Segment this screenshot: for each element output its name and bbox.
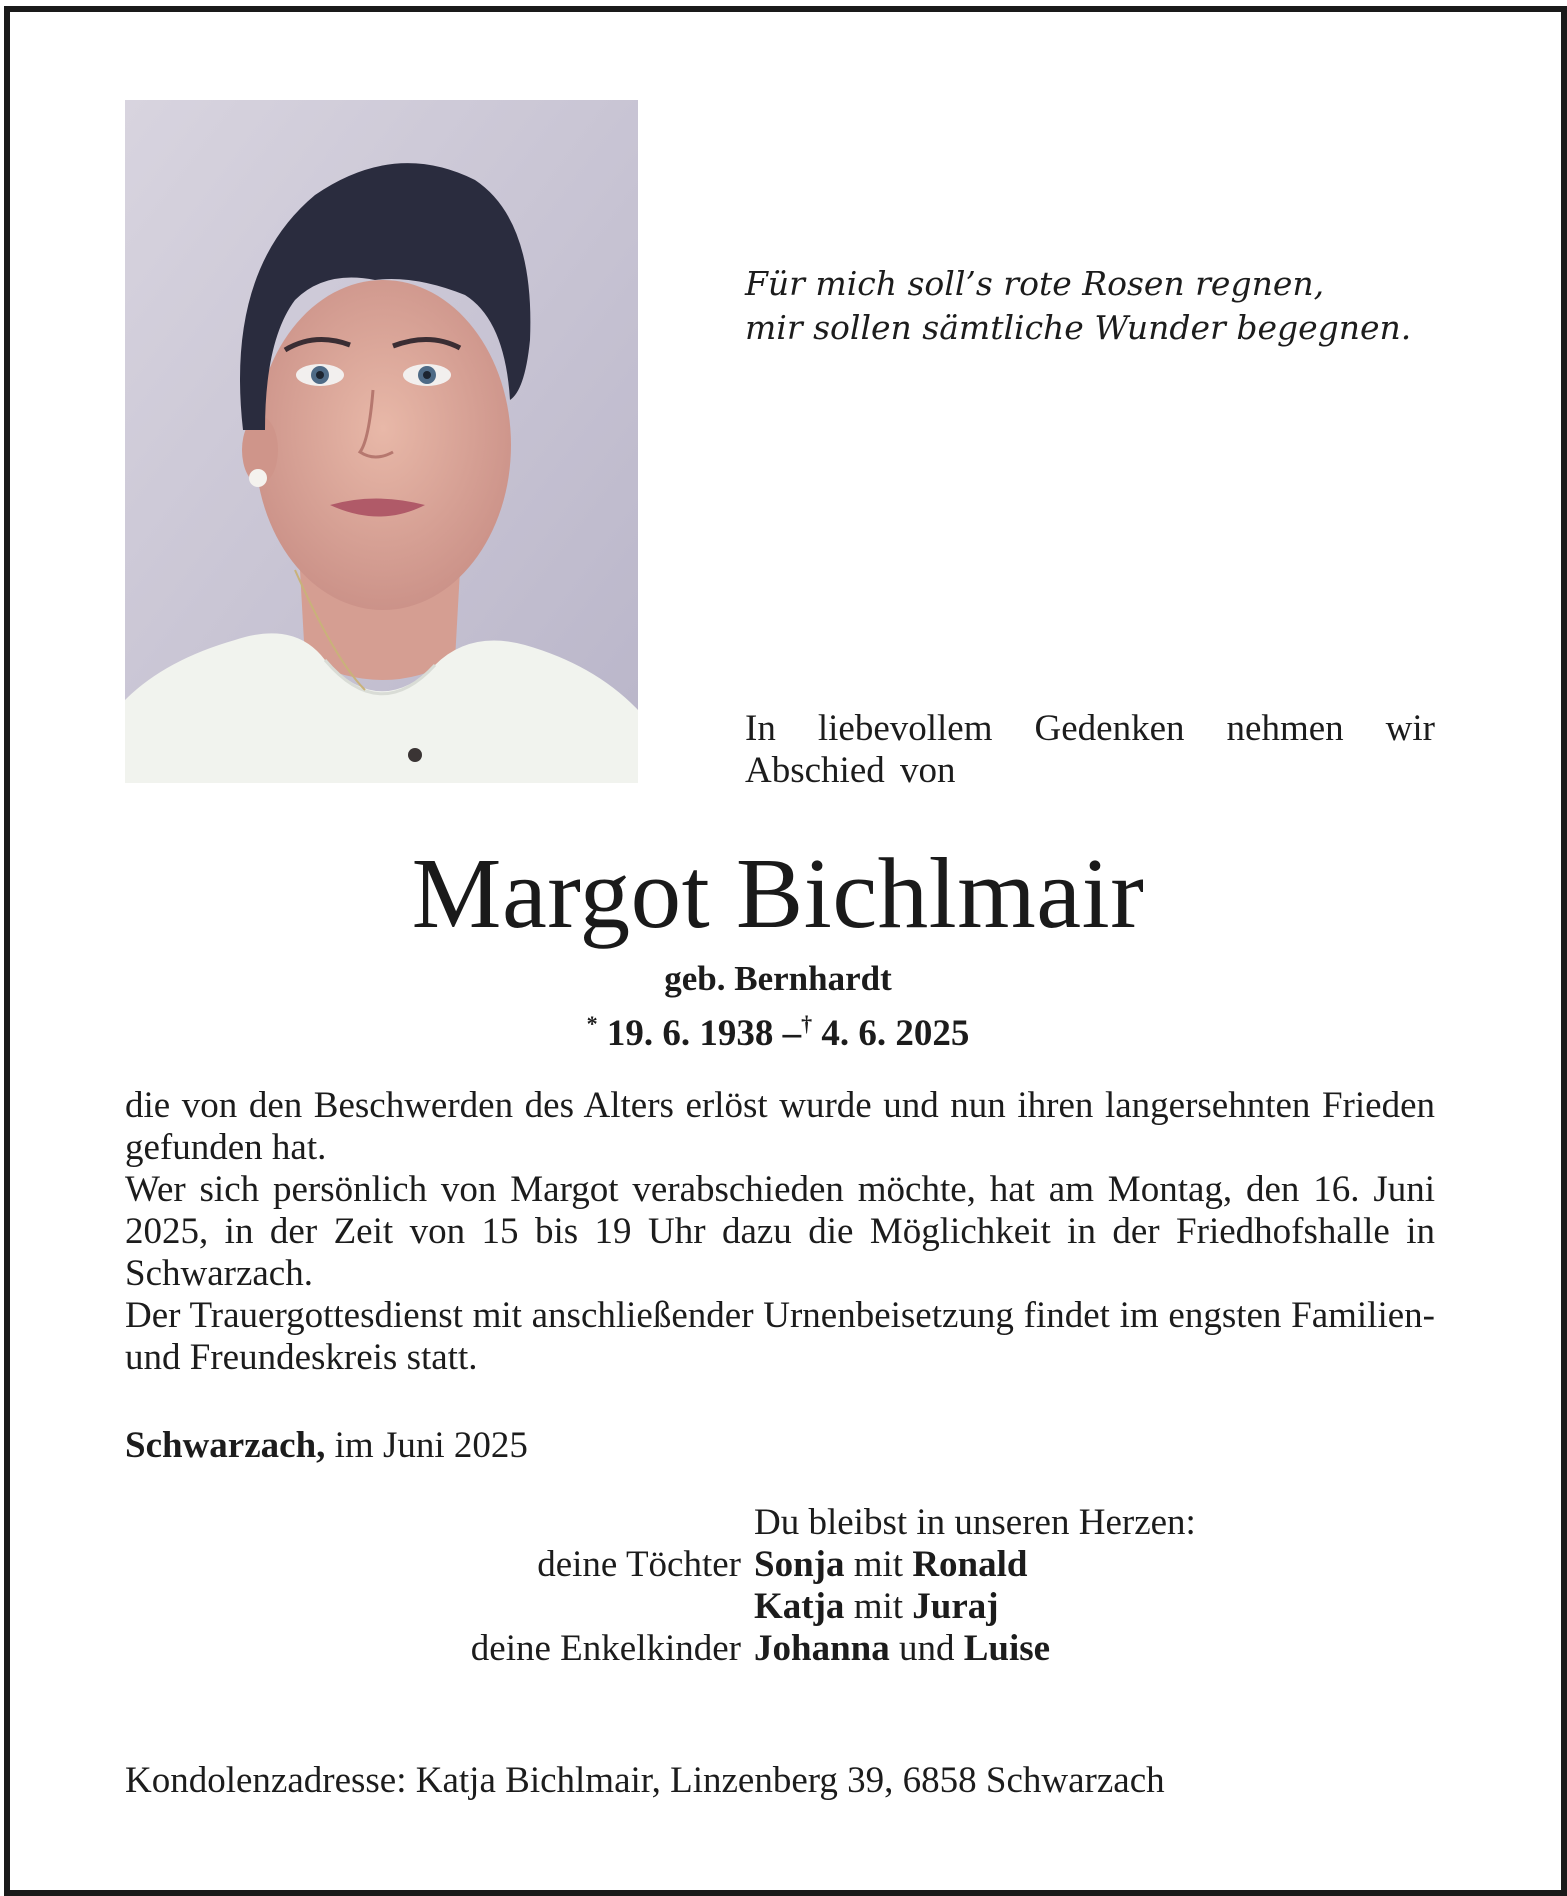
- family-name: Luise: [963, 1628, 1051, 1669]
- family-signature: [0, 1502, 1556, 1670]
- birth-date: 19. 6. 1938: [606, 1013, 774, 1054]
- body-paragraph-3: Der Trauergottesdienst mit anschließender Urnenbeisetzung findet im engsten Familien- und Freundeskreis statt.: [125, 1295, 1435, 1378]
- birth-symbol: *: [586, 1011, 598, 1036]
- family-label: deine Töchter: [537, 1544, 741, 1585]
- family-heading: Du bleibst in unseren Herzen:: [754, 1502, 1196, 1543]
- family-name: Johanna: [754, 1628, 890, 1669]
- body-paragraph-2: Wer sich persönlich von Margot verabschieden möchte, hat am Montag, den 16. Juni 2025, in der Zeit von 15 bis 19 Uhr dazu die Möglichkeit in der Friedhofshalle in Schwarzach.: [125, 1169, 1435, 1294]
- family-row: [0, 1544, 1556, 1586]
- place-date-line: [125, 1424, 528, 1468]
- quote-line-2: mir sollen sämtliche Wunder begegnen.: [745, 308, 1412, 347]
- family-name: Ronald: [912, 1544, 1028, 1585]
- intro-text: In liebevollem Gedenken nehmen wir Abschied von: [745, 708, 1435, 791]
- portrait-illustration: [125, 100, 638, 783]
- memorial-quote: [745, 262, 1411, 350]
- family-name: Sonja: [754, 1544, 845, 1585]
- family-row: [0, 1628, 1556, 1670]
- quote-line-1: Für mich soll’s rote Rosen regnen,: [745, 264, 1325, 303]
- body-paragraph-1: die von den Beschwerden des Alters erlöst wurde und nun ihren langersehnten Frieden gefunden hat.: [125, 1085, 1435, 1168]
- obituary-body: [125, 1085, 1435, 1379]
- family-row: [0, 1586, 1556, 1628]
- date-dash: –: [782, 1013, 802, 1054]
- family-label: deine Enkelkinder: [470, 1628, 741, 1669]
- place-date: im Juni 2025: [334, 1425, 528, 1466]
- maiden-name: geb. Bernhardt: [664, 959, 892, 998]
- death-date: 4. 6. 2025: [821, 1013, 970, 1054]
- deceased-name: Margot Bichlmair: [411, 837, 1145, 949]
- place-city: Schwarzach,: [125, 1425, 326, 1466]
- family-joiner: mit: [853, 1544, 904, 1585]
- death-symbol: †: [801, 1011, 813, 1036]
- condolence-address: Kondolenzadresse: Katja Bichlmair, Linzenberg 39, 6858 Schwarzach: [125, 1760, 1165, 1801]
- family-joiner: mit: [853, 1586, 904, 1627]
- life-dates: [0, 1002, 1556, 1056]
- portrait-photo: [125, 100, 638, 783]
- family-joiner: und: [898, 1628, 955, 1669]
- family-name: Juraj: [912, 1586, 999, 1627]
- family-name: Katja: [754, 1586, 845, 1627]
